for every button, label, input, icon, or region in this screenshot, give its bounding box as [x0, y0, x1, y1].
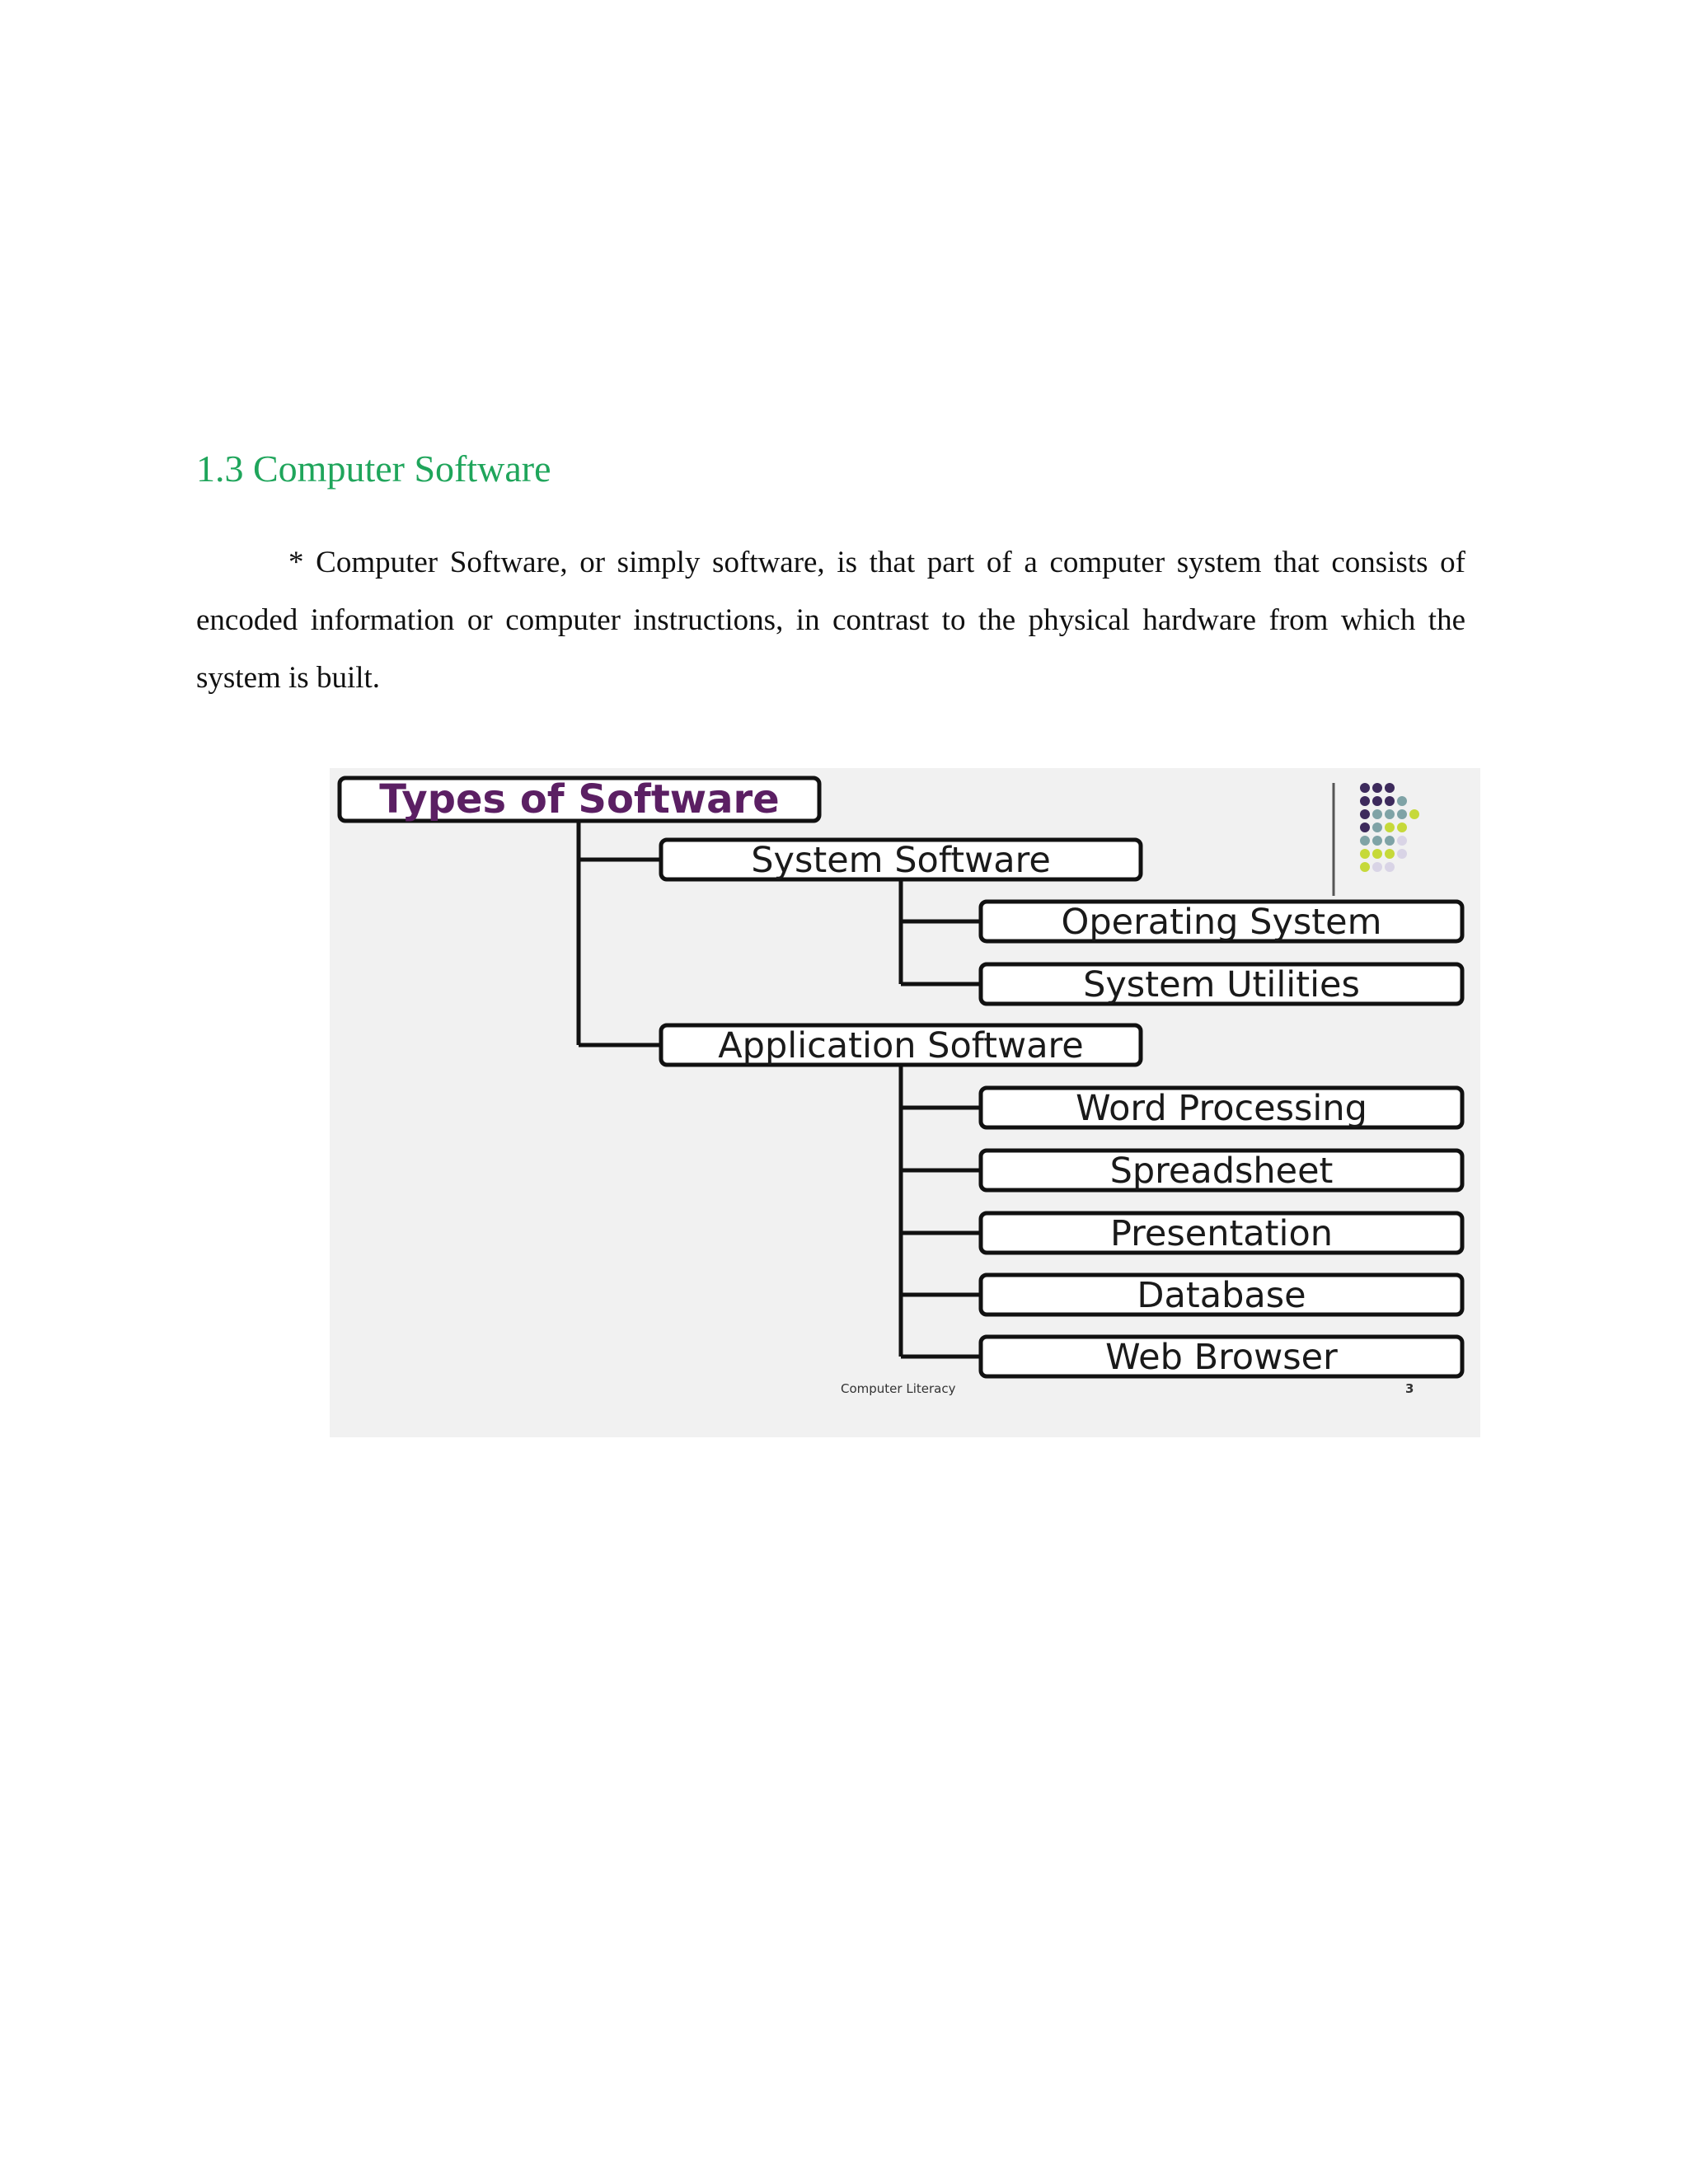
- system-software-node: [661, 840, 1141, 881]
- word-node: [981, 1088, 1462, 1129]
- decorative-dot: [1360, 783, 1370, 793]
- decorative-dot: [1385, 783, 1395, 793]
- root-node-label: Types of Software: [379, 776, 780, 823]
- software-types-figure: [330, 768, 1480, 1437]
- utilities-label: System Utilities: [1083, 964, 1360, 1005]
- word-label: Word Processing: [1076, 1088, 1367, 1129]
- decorative-dot: [1372, 796, 1382, 806]
- decorative-dot-grid: [1334, 783, 1419, 896]
- decorative-dot: [1360, 796, 1370, 806]
- decorative-dot: [1397, 796, 1407, 806]
- decorative-dot: [1360, 836, 1370, 846]
- presentation-node: [981, 1213, 1462, 1254]
- decorative-dot: [1372, 862, 1382, 872]
- utilities-node: [981, 964, 1462, 1005]
- decorative-dot: [1372, 809, 1382, 819]
- software-tree-diagram: [330, 768, 1480, 1437]
- decorative-dot: [1409, 809, 1419, 819]
- decorative-dot: [1385, 823, 1395, 832]
- os-label: Operating System: [1061, 902, 1382, 943]
- decorative-dot: [1360, 862, 1370, 872]
- application-software-label: Application Software: [718, 1025, 1084, 1066]
- presentation-label: Presentation: [1109, 1213, 1334, 1254]
- tree-connectors: [579, 819, 981, 1357]
- decorative-dot: [1372, 783, 1382, 793]
- decorative-dot: [1385, 862, 1395, 872]
- decorative-dot: [1385, 796, 1395, 806]
- browser-node: [981, 1337, 1462, 1378]
- body-paragraph: * Computer Software, or simply software, is that part of a computer system that consists of encoded information or computer instructions, in contrast to the physical hardware from which the system is built.: [196, 546, 1465, 695]
- decorative-dot: [1397, 849, 1407, 859]
- decorative-dot: [1360, 823, 1370, 832]
- slide-number: 3: [1405, 1381, 1414, 1396]
- application-software-node: [661, 1025, 1141, 1066]
- decorative-dot: [1385, 809, 1395, 819]
- section-heading: 1.3 Computer Software: [196, 448, 551, 490]
- spreadsheet-label: Spreadsheet: [1109, 1151, 1334, 1192]
- system-software-label: System Software: [751, 840, 1051, 881]
- decorative-dot: [1372, 836, 1382, 846]
- database-node: [981, 1275, 1462, 1316]
- root-node: [340, 776, 819, 823]
- database-label: Database: [1137, 1275, 1306, 1316]
- decorative-dot: [1397, 823, 1407, 832]
- spreadsheet-node: [981, 1151, 1462, 1192]
- os-node: [981, 902, 1462, 943]
- browser-label: Web Browser: [1105, 1337, 1338, 1378]
- decorative-dot: [1360, 809, 1370, 819]
- decorative-dot: [1372, 849, 1382, 859]
- decorative-dot: [1360, 849, 1370, 859]
- decorative-dot: [1385, 836, 1395, 846]
- slide-footer-label: Computer Literacy: [841, 1381, 956, 1396]
- decorative-dot: [1397, 809, 1407, 819]
- decorative-dot: [1397, 836, 1407, 846]
- decorative-dot: [1372, 823, 1382, 832]
- decorative-dot: [1385, 849, 1395, 859]
